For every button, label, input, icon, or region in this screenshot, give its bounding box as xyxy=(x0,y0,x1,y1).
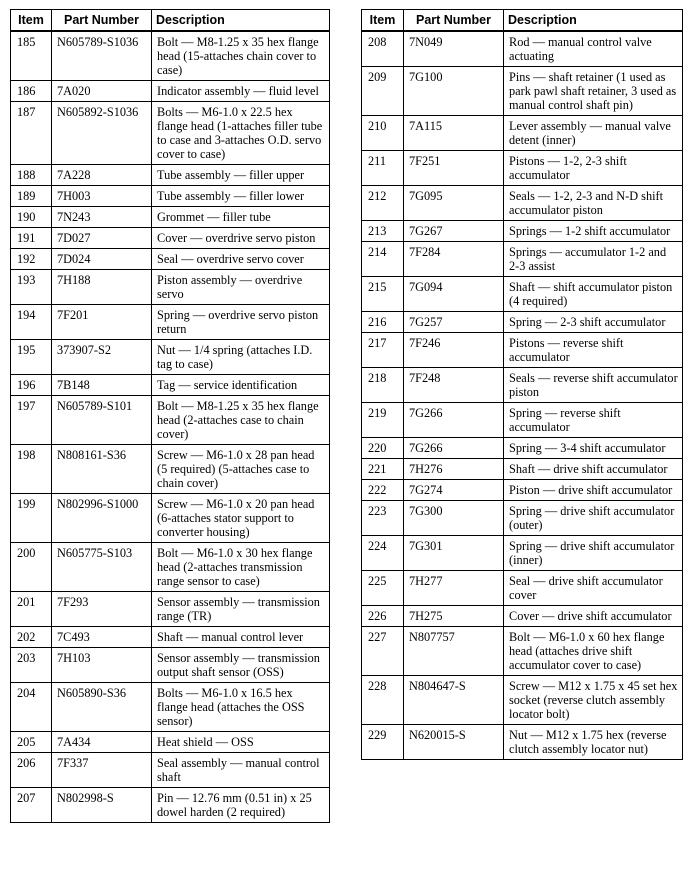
description-cell: Cover — overdrive servo piston xyxy=(152,228,330,249)
description-cell: Grommet — filler tube xyxy=(152,207,330,228)
item-number-cell: 188 xyxy=(11,165,52,186)
part-number-cell: 7G274 xyxy=(404,480,504,501)
description-cell: Screw — M6-1.0 x 28 pan head (5 required) (5-attaches case to chain cover) xyxy=(152,445,330,494)
parts-table-right-body xyxy=(362,31,683,760)
item-number-cell: 187 xyxy=(11,102,52,165)
description-cell: Pins — shaft retainer (1 used as park pawl shaft retainer, 3 used as manual control shaft pin) xyxy=(504,67,683,116)
item-number-cell: 202 xyxy=(11,627,52,648)
item-number-cell: 199 xyxy=(11,494,52,543)
part-number-cell: 7B148 xyxy=(52,375,152,396)
table-row xyxy=(11,270,330,305)
description-cell: Shaft — drive shift accumulator xyxy=(504,459,683,480)
part-number-cell: 7F293 xyxy=(52,592,152,627)
parts-table-right xyxy=(361,9,683,760)
item-number-cell: 205 xyxy=(11,732,52,753)
table-row xyxy=(362,221,683,242)
part-number-cell: 7H277 xyxy=(404,571,504,606)
item-number-cell: 229 xyxy=(362,725,404,760)
item-number-cell: 193 xyxy=(11,270,52,305)
table-row xyxy=(11,102,330,165)
description-cell: Shaft — manual control lever xyxy=(152,627,330,648)
item-number-cell: 225 xyxy=(362,571,404,606)
item-number-cell: 227 xyxy=(362,627,404,676)
description-cell: Tag — service identification xyxy=(152,375,330,396)
table-row xyxy=(362,501,683,536)
part-number-cell: N620015-S xyxy=(404,725,504,760)
item-number-cell: 194 xyxy=(11,305,52,340)
item-number-cell: 196 xyxy=(11,375,52,396)
part-number-cell: 7H003 xyxy=(52,186,152,207)
description-cell: Spring — 3-4 shift accumulator xyxy=(504,438,683,459)
description-cell: Spring — drive shift accumulator (inner) xyxy=(504,536,683,571)
description-cell: Bolt — M6-1.0 x 30 hex flange head (2-attaches transmission range sensor to case) xyxy=(152,543,330,592)
item-number-cell: 198 xyxy=(11,445,52,494)
item-number-cell: 222 xyxy=(362,480,404,501)
column-header-description: Description xyxy=(152,10,330,32)
item-number-cell: 186 xyxy=(11,81,52,102)
part-number-cell: 7H275 xyxy=(404,606,504,627)
part-number-cell: 7D024 xyxy=(52,249,152,270)
item-number-cell: 209 xyxy=(362,67,404,116)
table-row xyxy=(11,31,330,81)
description-cell: Sensor assembly — transmission output shaft sensor (OSS) xyxy=(152,648,330,683)
description-cell: Seal — drive shift accumulator cover xyxy=(504,571,683,606)
description-cell: Shaft — shift accumulator piston (4 required) xyxy=(504,277,683,312)
description-cell: Spring — drive shift accumulator (outer) xyxy=(504,501,683,536)
item-number-cell: 218 xyxy=(362,368,404,403)
part-number-cell: N808161-S36 xyxy=(52,445,152,494)
item-number-cell: 211 xyxy=(362,151,404,186)
part-number-cell: 7F337 xyxy=(52,753,152,788)
table-row xyxy=(11,340,330,375)
table-row xyxy=(362,116,683,151)
item-number-cell: 210 xyxy=(362,116,404,151)
item-number-cell: 206 xyxy=(11,753,52,788)
table-row xyxy=(362,536,683,571)
table-row xyxy=(362,151,683,186)
item-number-cell: 217 xyxy=(362,333,404,368)
item-number-cell: 189 xyxy=(11,186,52,207)
table-row xyxy=(11,228,330,249)
part-number-cell: 7A115 xyxy=(404,116,504,151)
table-row xyxy=(362,242,683,277)
description-cell: Springs — 1-2 shift accumulator xyxy=(504,221,683,242)
item-number-cell: 212 xyxy=(362,186,404,221)
table-row xyxy=(11,683,330,732)
item-number-cell: 207 xyxy=(11,788,52,823)
part-number-cell: 7F246 xyxy=(404,333,504,368)
parts-table-left xyxy=(10,9,330,823)
table-row xyxy=(11,753,330,788)
part-number-cell: 7N243 xyxy=(52,207,152,228)
column-header-part-number: Part Number xyxy=(404,10,504,32)
description-cell: Pistons — 1-2, 2-3 shift accumulator xyxy=(504,151,683,186)
part-number-cell: N605789-S1036 xyxy=(52,31,152,81)
table-row xyxy=(362,676,683,725)
description-cell: Nut — 1/4 spring (attaches I.D. tag to case) xyxy=(152,340,330,375)
item-number-cell: 204 xyxy=(11,683,52,732)
description-cell: Sensor assembly — transmission range (TR) xyxy=(152,592,330,627)
table-row xyxy=(362,31,683,67)
part-number-cell: N802998-S xyxy=(52,788,152,823)
table-header-row xyxy=(362,10,683,32)
table-row xyxy=(362,312,683,333)
description-cell: Indicator assembly — fluid level xyxy=(152,81,330,102)
description-cell: Bolt — M6-1.0 x 60 hex flange head (attaches drive shift accumulator cover to case) xyxy=(504,627,683,676)
table-row xyxy=(11,207,330,228)
part-number-cell: 7H276 xyxy=(404,459,504,480)
item-number-cell: 226 xyxy=(362,606,404,627)
table-row xyxy=(362,333,683,368)
part-number-cell: 7N049 xyxy=(404,31,504,67)
part-number-cell: 7G301 xyxy=(404,536,504,571)
table-row xyxy=(362,571,683,606)
part-number-cell: 373907-S2 xyxy=(52,340,152,375)
item-number-cell: 195 xyxy=(11,340,52,375)
column-header-item: Item xyxy=(362,10,404,32)
description-cell: Heat shield — OSS xyxy=(152,732,330,753)
table-row xyxy=(362,725,683,760)
table-row xyxy=(362,480,683,501)
description-cell: Bolt — M8-1.25 x 35 hex flange head (15-attaches chain cover to case) xyxy=(152,31,330,81)
item-number-cell: 197 xyxy=(11,396,52,445)
table-row xyxy=(11,165,330,186)
table-row xyxy=(11,445,330,494)
table-row xyxy=(11,494,330,543)
description-cell: Seals — 1-2, 2-3 and N-D shift accumulator piston xyxy=(504,186,683,221)
table-row xyxy=(362,67,683,116)
item-number-cell: 223 xyxy=(362,501,404,536)
table-row xyxy=(11,648,330,683)
item-number-cell: 203 xyxy=(11,648,52,683)
description-cell: Seals — reverse shift accumulator piston xyxy=(504,368,683,403)
description-cell: Spring — overdrive servo piston return xyxy=(152,305,330,340)
part-number-cell: 7G300 xyxy=(404,501,504,536)
description-cell: Spring — 2-3 shift accumulator xyxy=(504,312,683,333)
part-number-cell: 7G267 xyxy=(404,221,504,242)
item-number-cell: 190 xyxy=(11,207,52,228)
table-row xyxy=(362,438,683,459)
table-row xyxy=(362,606,683,627)
description-cell: Springs — accumulator 1-2 and 2-3 assist xyxy=(504,242,683,277)
description-cell: Piston assembly — overdrive servo xyxy=(152,270,330,305)
description-cell: Tube assembly — filler upper xyxy=(152,165,330,186)
part-number-cell: N804647-S xyxy=(404,676,504,725)
item-number-cell: 214 xyxy=(362,242,404,277)
parts-table-left-body xyxy=(11,31,330,823)
table-row xyxy=(11,592,330,627)
description-cell: Bolt — M8-1.25 x 35 hex flange head (2-attaches case to chain cover) xyxy=(152,396,330,445)
description-cell: Pistons — reverse shift accumulator xyxy=(504,333,683,368)
description-cell: Nut — M12 x 1.75 hex (reverse clutch assembly locator nut) xyxy=(504,725,683,760)
item-number-cell: 224 xyxy=(362,536,404,571)
part-number-cell: 7A434 xyxy=(52,732,152,753)
part-number-cell: 7D027 xyxy=(52,228,152,249)
description-cell: Rod — manual control valve actuating xyxy=(504,31,683,67)
part-number-cell: 7F248 xyxy=(404,368,504,403)
description-cell: Seal assembly — manual control shaft xyxy=(152,753,330,788)
part-number-cell: N605890-S36 xyxy=(52,683,152,732)
description-cell: Lever assembly — manual valve detent (inner) xyxy=(504,116,683,151)
column-header-description: Description xyxy=(504,10,683,32)
item-number-cell: 221 xyxy=(362,459,404,480)
table-row xyxy=(11,305,330,340)
part-number-cell: 7A228 xyxy=(52,165,152,186)
item-number-cell: 200 xyxy=(11,543,52,592)
item-number-cell: 220 xyxy=(362,438,404,459)
description-cell: Pin — 12.76 mm (0.51 in) x 25 dowel harden (2 required) xyxy=(152,788,330,823)
table-row xyxy=(362,403,683,438)
part-number-cell: 7G266 xyxy=(404,438,504,459)
part-number-cell: N605789-S101 xyxy=(52,396,152,445)
table-row xyxy=(11,81,330,102)
description-cell: Bolts — M6-1.0 x 16.5 hex flange head (attaches the OSS sensor) xyxy=(152,683,330,732)
description-cell: Piston — drive shift accumulator xyxy=(504,480,683,501)
item-number-cell: 219 xyxy=(362,403,404,438)
part-number-cell: 7G100 xyxy=(404,67,504,116)
table-row xyxy=(362,459,683,480)
table-row xyxy=(11,788,330,823)
item-number-cell: 228 xyxy=(362,676,404,725)
item-number-cell: 215 xyxy=(362,277,404,312)
part-number-cell: N802996-S1000 xyxy=(52,494,152,543)
item-number-cell: 201 xyxy=(11,592,52,627)
part-number-cell: 7H188 xyxy=(52,270,152,305)
item-number-cell: 192 xyxy=(11,249,52,270)
part-number-cell: 7G266 xyxy=(404,403,504,438)
description-cell: Cover — drive shift accumulator xyxy=(504,606,683,627)
description-cell: Screw — M12 x 1.75 x 45 set hex socket (reverse clutch assembly locator bolt) xyxy=(504,676,683,725)
item-number-cell: 185 xyxy=(11,31,52,81)
item-number-cell: 208 xyxy=(362,31,404,67)
part-number-cell: 7F284 xyxy=(404,242,504,277)
description-cell: Screw — M6-1.0 x 20 pan head (6-attaches stator support to converter housing) xyxy=(152,494,330,543)
part-number-cell: 7G257 xyxy=(404,312,504,333)
table-row xyxy=(11,375,330,396)
table-row xyxy=(11,249,330,270)
part-number-cell: N605892-S1036 xyxy=(52,102,152,165)
part-number-cell: 7G094 xyxy=(404,277,504,312)
table-row xyxy=(11,627,330,648)
table-row xyxy=(362,368,683,403)
part-number-cell: 7F201 xyxy=(52,305,152,340)
item-number-cell: 216 xyxy=(362,312,404,333)
description-cell: Bolts — M6-1.0 x 22.5 hex flange head (1-attaches filler tube to case and 3-attaches O.D. servo cover to case) xyxy=(152,102,330,165)
item-number-cell: 213 xyxy=(362,221,404,242)
part-number-cell: 7H103 xyxy=(52,648,152,683)
description-cell: Spring — reverse shift accumulator xyxy=(504,403,683,438)
table-row xyxy=(11,543,330,592)
column-header-part-number: Part Number xyxy=(52,10,152,32)
part-number-cell: 7C493 xyxy=(52,627,152,648)
part-number-cell: N807757 xyxy=(404,627,504,676)
table-row xyxy=(11,396,330,445)
item-number-cell: 191 xyxy=(11,228,52,249)
table-row xyxy=(11,186,330,207)
part-number-cell: 7A020 xyxy=(52,81,152,102)
table-row xyxy=(362,186,683,221)
part-number-cell: N605775-S103 xyxy=(52,543,152,592)
part-number-cell: 7F251 xyxy=(404,151,504,186)
description-cell: Seal — overdrive servo cover xyxy=(152,249,330,270)
column-header-item: Item xyxy=(11,10,52,32)
part-number-cell: 7G095 xyxy=(404,186,504,221)
description-cell: Tube assembly — filler lower xyxy=(152,186,330,207)
table-row xyxy=(362,277,683,312)
table-row xyxy=(11,732,330,753)
table-row xyxy=(362,627,683,676)
table-header-row xyxy=(11,10,330,32)
